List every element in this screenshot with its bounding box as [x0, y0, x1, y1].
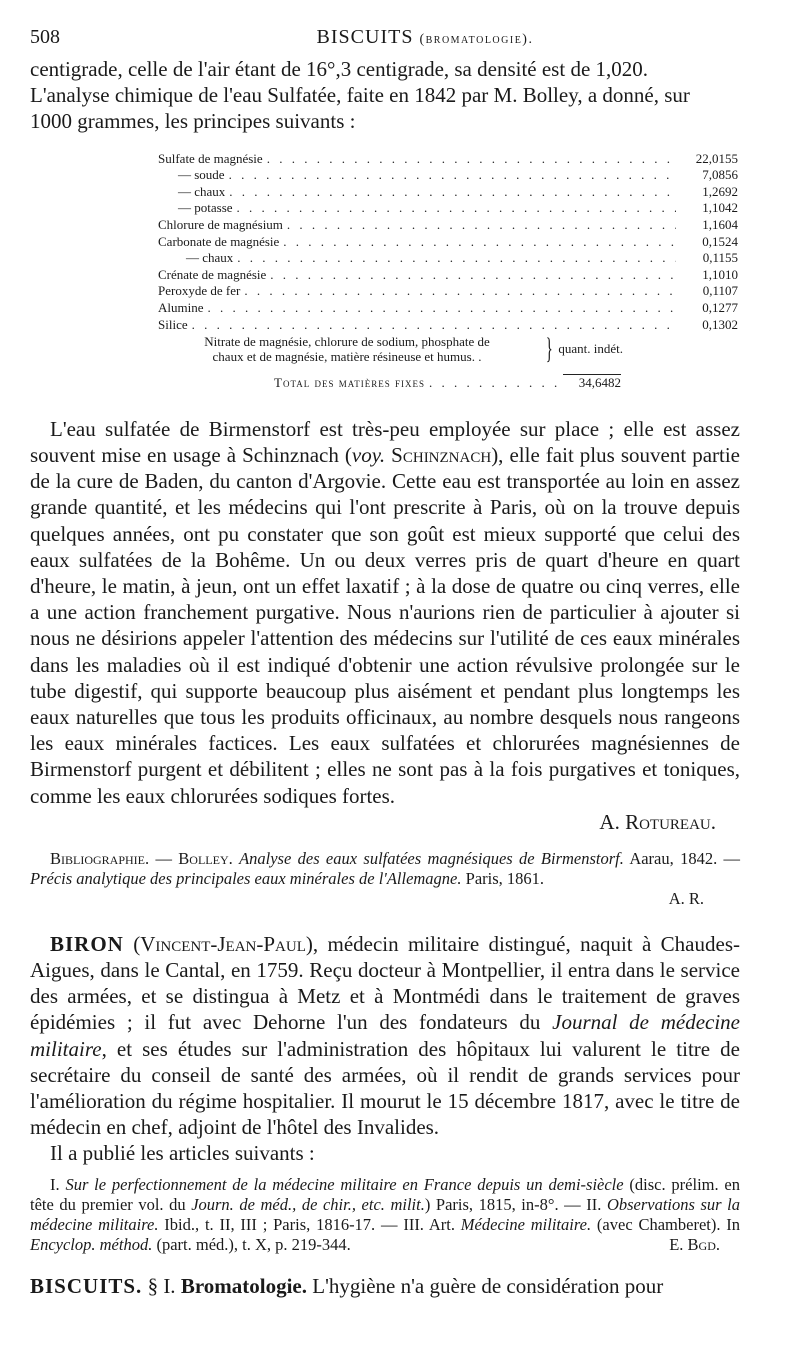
analysis-row-value: 7,0856: [702, 167, 738, 183]
analysis-row-label: — chaux: [178, 183, 226, 199]
analysis-row-label: Sulfate de magnésie: [158, 150, 263, 166]
running-title-main: BISCUITS: [316, 26, 414, 48]
analysis-row: [158, 217, 738, 234]
analysis-row-value: 1,1010: [702, 266, 738, 282]
analysis-row-label: — chaux: [186, 250, 234, 266]
leader-dots: [233, 250, 676, 267]
analysis-row-value: 1,1604: [702, 216, 738, 232]
document-page: [30, 26, 740, 1299]
analysis-row-value: 1,2692: [702, 183, 738, 199]
leader-dots: [425, 375, 563, 392]
analysis-row: [158, 267, 738, 284]
biscuits-entry: BISCUITS. § I. Bromatologie. L'hygiène n'a guère de considération pour: [30, 1273, 664, 1298]
entry-heading: BISCUITS.: [30, 1273, 143, 1298]
nitrate-row: [158, 334, 738, 364]
page-number: 508: [30, 26, 60, 48]
analysis-row-value: 22,0155: [695, 150, 738, 166]
analysis-row-label: — potasse: [178, 200, 233, 216]
nitrate-line: chaux et de magnésie, matière résineuse et humus. .: [212, 349, 482, 365]
leader-dots: [225, 184, 676, 201]
analysis-row: [158, 234, 738, 251]
analysis-row: [158, 317, 738, 334]
analysis-row: [158, 283, 738, 300]
intro-line: centigrade, celle de l'air étant de 16°,3 centigrade, sa densité est de 1,020.: [30, 57, 649, 81]
bibliography-signature: A. R.: [668, 888, 704, 908]
leader-dots: [266, 267, 676, 284]
leader-dots: [204, 300, 677, 317]
intro-line: L'analyse chimique de l'eau Sulfatée, faite en 1842 par M. Bolley, a donné, sur: [30, 83, 690, 108]
total-row: [158, 374, 738, 392]
analysis-row-value: 0,1524: [702, 233, 738, 249]
biron-entry: BIRON (Vincent-Jean-Paul), médecin militaire distingué, naquit à Chaudes-Aigues, dans le Cantal, en 1759. Reçu docteur à Montpellier, il entra dans le service des armées, et se distingua à Metz et à Montmédi dans le traitement de graves épidémies ; il fut avec Dehorne l'un des fondateurs du Journal de médecine militaire, et ses études sur l'administration des hôpitaux lui valurent le titre de secrétaire du conseil de santé des armées, où il rendit de grands services pour l'amélioration du régime hospitalier. Il mourut le 15 décembre 1817, avec le titre de médecin en chef, adjoint de l'hôtel des Invalides.: [30, 931, 741, 1140]
section-title: Bromatologie.: [180, 1273, 307, 1298]
analysis-row: [158, 200, 738, 217]
analysis-row: [158, 184, 738, 201]
bibliography-label: Bibliographie.: [50, 848, 150, 868]
analysis-row-label: Chlorure de magnésium: [158, 216, 283, 232]
leader-dots: [188, 317, 676, 334]
nitrate-label: [158, 334, 536, 364]
analysis-row-label: Crénate de magnésie: [158, 266, 267, 282]
total-value: 34,6482: [563, 374, 621, 392]
analysis-row: [158, 250, 738, 267]
running-title-sub: (bromatologie).: [419, 32, 534, 47]
analysis-row-value: 0,1302: [702, 316, 738, 332]
analysis-row-value: 0,1107: [702, 283, 738, 299]
intro-line: 1000 grammes, les principes suivants :: [30, 109, 356, 134]
bibliography: Bibliographie. — Bolley. Analyse des eaux sulfatées magnésiques de Birmenstorf. Aarau, 1842. — Précis analytique des principales eaux minérales de l'Allemagne. Paris, 1861. A. R.: [30, 848, 741, 908]
leader-dots: [240, 283, 676, 300]
analysis-row-label: — soude: [178, 167, 225, 183]
running-title: [317, 26, 534, 49]
biron-published: Il a publié les articles suivants :: [50, 1141, 315, 1166]
leader-dots: [225, 167, 676, 184]
analysis-row-value: 0,1277: [702, 299, 738, 315]
analysis-row-label: Silice: [158, 316, 188, 332]
entry-heading: BIRON: [50, 931, 124, 956]
analysis-row: [158, 300, 738, 317]
analysis-table: [158, 151, 738, 392]
cross-reference: Schinznach: [391, 442, 492, 467]
works-signature: E. Bgd.: [669, 1234, 720, 1254]
brace-icon: }: [545, 332, 553, 366]
intro-paragraph: [30, 56, 740, 135]
analysis-row-value: 0,1155: [702, 250, 738, 266]
leader-dots: [283, 217, 676, 234]
page-header: [30, 26, 740, 56]
biron-works: I. Sur le perfectionnement de la médecine militaire en France depuis un demi-siècle (disc. prélim. en tête du premier vol. du Journ. de méd., de chir., etc. milit.) Paris, 1815, in-8°. — II. Observations sur la médecine militaire. Ibid., t. II, III ; Paris, 1816-17. — III. Art. Médecine militaire. (avec Chamberet). In Encyclop. méthod. (part. méd.), t. X, p. 219-344. E. Bgd.: [30, 1174, 741, 1254]
analysis-row: [158, 151, 738, 168]
signature: A. Rotureau.: [599, 809, 716, 834]
analysis-row-label: Alumine: [158, 299, 204, 315]
nitrate-line: Nitrate de magnésie, chlorure de sodium, phosphate de: [204, 334, 490, 350]
analysis-row-label: Carbonate de magnésie: [158, 233, 280, 249]
paragraph-birmenstorf: L'eau sulfatée de Birmenstorf est très-peu employée sur place ; elle est assez souvent mise en usage à Schinznach (voy. Schinznach), elle fait plus souvent partie de la cure de Baden, du canton d'Argovie. Cette eau est transportée au loin en assez grande quantité, et les médecins qui l'ont prescrite à Paris, où on la trouve depuis quelques années, ont pu constater que son goût est mieux supporté que celui des eaux sulfatées de la Bohême. Un ou deux verres pris de quart d'heure en quart d'heure, le matin, à jeun, ont un effet laxatif ; à la dose de quatre ou cinq verres, elle a une action franchement purgative. Nous n'aurions rien de particulier à ajouter si nous ne désirions appeler l'attention des médecins sur l'utilité de ces eaux minérales dans les maladies où il est indiqué d'obtenir une action révulsive prolongée sur le tube digestif, qui supporte beaucoup plus aisément et pendant plus longtemps les eaux naturelles que tous les produits officinaux, au nombre desquels nous rangeons les eaux minérales factices. Les eaux sulfatées et chlorurées magnésiennes de Birmenstorf purgent et débilitent ; elles ne sont pas à la fois purgatives et toniques, comme les eaux chlorurées sodiques fortes.: [30, 416, 740, 808]
leader-dots: [233, 200, 676, 217]
section-mark: § I.: [147, 1273, 176, 1298]
nitrate-value: quant. indét.: [558, 340, 624, 356]
leader-dots: [263, 151, 676, 168]
leader-dots: [279, 234, 676, 251]
analysis-row-value: 1,1042: [702, 200, 738, 216]
analysis-row: [158, 167, 738, 184]
analysis-rows: [158, 151, 738, 334]
analysis-row-label: Peroxyde de fer: [158, 283, 241, 299]
total-label: Total des matières fixes: [274, 375, 425, 391]
